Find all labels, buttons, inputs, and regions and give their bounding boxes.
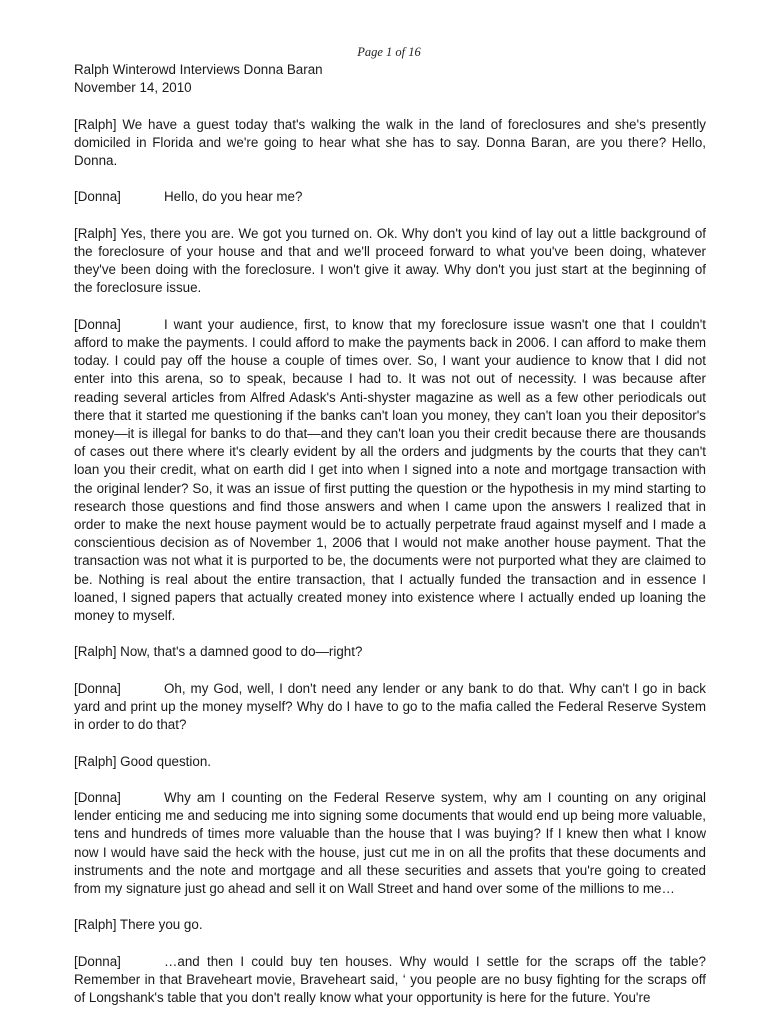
- transcript-paragraph: [74, 753, 706, 771]
- speaker-label: [Donna]: [74, 189, 121, 205]
- speaker-label: [Donna]: [74, 680, 121, 696]
- paragraph-text: Hello, do you hear me?: [164, 189, 303, 205]
- transcript-paragraph: [74, 680, 706, 735]
- paragraph-text: I want your audience, first, to know that my foreclosure issue wasn't one that I couldn't afford to make the payments. I could afford to make the payments back in 2006. I can afford to make them today. I could pay off the house a couple of times over. So, I want your audience to know that I did not enter into this arena, so to speak, because I had to. It was not out of necessity. I was because after reading several articles from Alfred Adask's Anti-shyster magazine as well as a few other periodicals out there that it started me questioning if the banks can't loan you money, they can't loan you their depositor's money—it is illegal for banks to do that—and they can't loan you their credit because there are thousands of cases out there where it's clearly evident by all the orders and judgments by the courts that they can't loan you their credit, what on earth did I get into when I signed into a note and mortgage transaction with the original lender? So, it was an issue of first putting the question or the hypothesis in my mind starting to research those questions and find those answers and when I came upon the answers I realized that in order to make the next house payment would be to actually perpetrate fraud against myself and I made a conscientious decision as of November 1, 2006 that I would not make another house payment. That the transaction was not what it is purported to be, the documents were not purported what they are claimed to be. Nothing is real about the entire transaction, that I actually funded the transaction and in essence I loaned, I signed papers that actually created money into existence where I actually ended up loaning the money to myself.: [74, 316, 706, 624]
- paragraph-text: …and then I could buy ten houses. Why would I settle for the scraps off the table? Remember in that Braveheart movie, Braveheart said, ‘ you people are no busy fighting for the scraps off of Longshank's table that you don't really know what your opportunity is here for the future. You're: [74, 953, 706, 1006]
- paragraph-text: There you go.: [119, 917, 203, 933]
- transcript-paragraph: [74, 188, 706, 206]
- transcript-paragraph: [74, 789, 706, 898]
- transcript-paragraph: [74, 316, 706, 625]
- speaker-label: [Ralph]: [74, 753, 117, 769]
- speaker-label: [Donna]: [74, 953, 121, 969]
- paragraph-text: Oh, my God, well, I don't need any lender or any bank to do that. Why can't I go in back yard and print up the money myself? Why do I have to go to the mafia called the Federal Reserve System in order to do that?: [74, 680, 706, 733]
- transcript-paragraph: [74, 916, 706, 934]
- document-date: November 14, 2010: [74, 80, 192, 96]
- transcript-paragraph: [74, 225, 706, 298]
- transcript-paragraph: [74, 116, 706, 171]
- page-number: Page 1 of 16: [357, 45, 421, 59]
- speaker-label: [Ralph]: [74, 917, 117, 933]
- speaker-label: [Donna]: [74, 790, 121, 805]
- paragraph-text: Yes, there you are. We got you turned on. Ok. Why don't you kind of lay out a little background of the foreclosure of your house and that and we'll proceed forward to what you've been doing, whatever they've been doing with the foreclosure. I won't give it away. Why don't you just start at the beginning of the foreclosure issue.: [74, 225, 706, 296]
- paragraph-text: Good question.: [120, 753, 211, 769]
- paragraph-text: Why am I counting on the Federal Reserve system, why am I counting on any original lender enticing me and seducing me into signing some documents that would end up being more valuable, tens and hundreds of times more valuable than the house that I was buying? If I knew then what I know now I would have said the heck with the house, just cut me in on all the profits that these documents and instruments and the note and mortgage and all these securities and assets that you're going to created from my signature just go ahead and sell it on Wall Street and hand over some of the millions to me…: [74, 790, 706, 897]
- transcript-body: [74, 61, 706, 1007]
- paragraph-text: We have a guest today that's walking the walk in the land of foreclosures and she's presently domiciled in Florida and we're going to hear what she has to say. Donna Baran, are you there? Hello, Donna.: [74, 116, 706, 168]
- speaker-label: [Ralph]: [74, 225, 117, 241]
- speaker-label: [Ralph]: [74, 644, 117, 660]
- speaker-label: [Ralph]: [74, 116, 117, 132]
- speaker-label: [Donna]: [74, 316, 121, 332]
- document-title: Ralph Winterowd Interviews Donna Baran: [74, 62, 323, 77]
- paragraph-text: Now, that's a damned good to do—right?: [120, 644, 363, 660]
- transcript-paragraph: [74, 953, 706, 1008]
- transcript-paragraph: [74, 643, 706, 661]
